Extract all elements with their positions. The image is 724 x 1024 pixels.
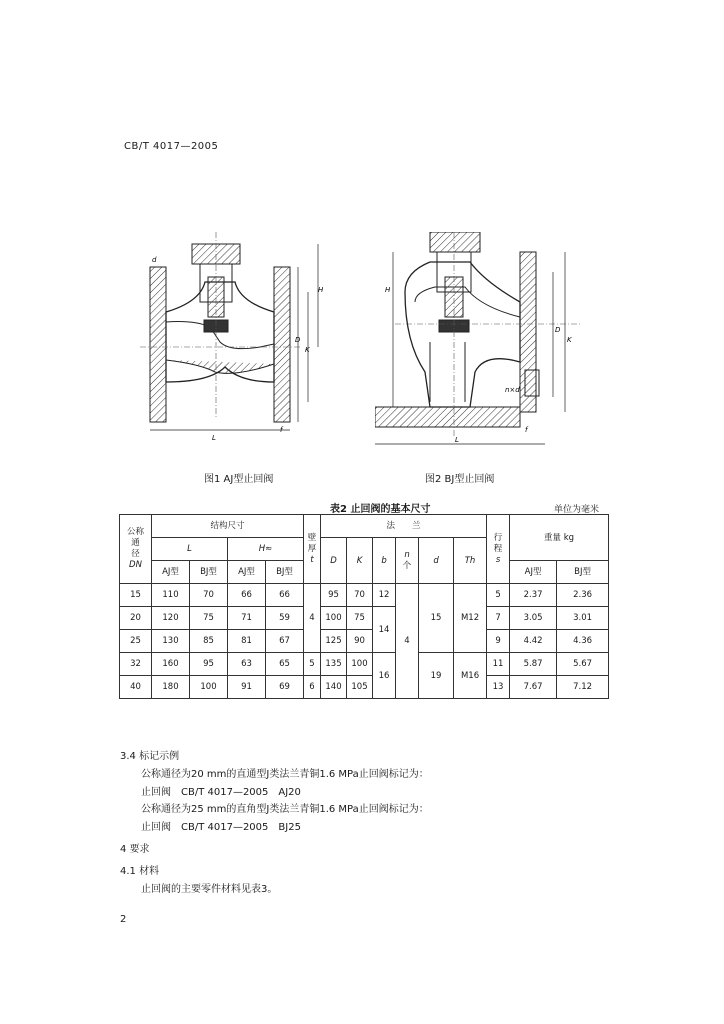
- figure-2-caption: 图2 BJ型止回阀: [425, 474, 495, 485]
- cell-L-bj: 85: [190, 630, 228, 653]
- cell-b: 12: [373, 584, 396, 607]
- header-stroke-1: 行: [493, 532, 503, 543]
- table-row: [120, 607, 609, 630]
- cell-D: 100: [321, 607, 347, 630]
- cell-stroke: 7: [487, 607, 510, 630]
- cell-D: 125: [321, 630, 347, 653]
- fig1-dim-d2: K: [305, 346, 310, 354]
- header-flange: 法 兰: [321, 515, 487, 538]
- cell-weight-aj: 7.67: [510, 676, 557, 699]
- cell-th: M16: [454, 653, 487, 699]
- header-weight: 重量 kg: [510, 515, 609, 561]
- cell-weight-aj: 3.05: [510, 607, 557, 630]
- cell-n: 4: [396, 584, 419, 699]
- cell-H-bj: 69: [266, 676, 304, 699]
- cell-L-aj: 130: [152, 630, 190, 653]
- table-title: 表2 止回阀的基本尺寸: [330, 504, 431, 515]
- section-4-title: 4 要求: [120, 844, 150, 855]
- cell-weight-bj: 3.01: [557, 607, 609, 630]
- cell-L-bj: 75: [190, 607, 228, 630]
- cell-dn: 40: [120, 676, 152, 699]
- header-H-aj: AJ型: [228, 561, 266, 584]
- fig2-dim-bottom: f: [525, 426, 528, 434]
- cell-L-aj: 180: [152, 676, 190, 699]
- header-thickness: [304, 515, 321, 584]
- cell-stroke: 9: [487, 630, 510, 653]
- cell-L-aj: 160: [152, 653, 190, 676]
- cell-D: 140: [321, 676, 347, 699]
- figure-1-caption: 图1 AJ型止回阀: [204, 474, 274, 485]
- table-unit: 单位为毫米: [554, 505, 600, 515]
- section-4-1-line1: 止回阀的主要零件材料见表3。: [141, 884, 278, 895]
- cell-weight-bj: 2.36: [557, 584, 609, 607]
- fig1-height-label: H: [318, 286, 324, 294]
- header-thickness-3: t: [310, 554, 314, 565]
- header-thickness-1: 壁: [307, 532, 317, 543]
- dimensions-table: [119, 514, 609, 699]
- cell-stroke: 11: [487, 653, 510, 676]
- cell-K: 75: [347, 607, 373, 630]
- cell-weight-aj: 5.87: [510, 653, 557, 676]
- cell-H-bj: 59: [266, 607, 304, 630]
- header-dn-symbol: DN: [129, 560, 142, 570]
- page-number: 2: [120, 914, 127, 925]
- table-row: [120, 653, 609, 676]
- header-n-1: n: [404, 549, 410, 560]
- figure-1-aj-valve-drawing: [140, 232, 350, 442]
- cell-H-bj: 65: [266, 653, 304, 676]
- cell-H-bj: 66: [266, 584, 304, 607]
- header-b: b: [381, 555, 387, 566]
- section-3-4-title: 3.4 标记示例: [120, 751, 180, 762]
- fig2-height-label: H: [385, 286, 391, 294]
- cell-weight-bj: 7.12: [557, 676, 609, 699]
- cell-b: 14: [373, 607, 396, 653]
- cell-dn: 32: [120, 653, 152, 676]
- cell-H-aj: 66: [228, 584, 266, 607]
- header-thickness-2: 厚: [307, 543, 317, 554]
- cell-K: 100: [347, 653, 373, 676]
- fig1-dim-d3: d: [152, 256, 157, 264]
- header-n-2: 个: [402, 560, 412, 571]
- standard-code: CB/T 4017—2005: [124, 141, 219, 152]
- header-H: H≈: [258, 544, 273, 554]
- header-weight-bj: BJ型: [557, 561, 609, 584]
- fig1-length-label: L: [212, 434, 216, 442]
- cell-H-aj: 71: [228, 607, 266, 630]
- cell-dn: 25: [120, 630, 152, 653]
- header-dn-top: 公称: [126, 527, 144, 537]
- fig1-dim-d1: D: [295, 336, 301, 344]
- cell-H-aj: 81: [228, 630, 266, 653]
- figure-2-bj-valve-drawing: [375, 232, 590, 452]
- header-d: d: [433, 555, 439, 566]
- section-3-4-line3: 公称通径为25 mm的直角型J类法兰青铜1.6 MPa止回阀标记为：: [141, 804, 429, 815]
- header-L-bj: BJ型: [190, 561, 228, 584]
- fig2-dim-d1: D: [555, 326, 561, 334]
- cell-L-aj: 110: [152, 584, 190, 607]
- cell-thickness: 5: [304, 653, 321, 676]
- header-stroke-3: s: [495, 554, 501, 565]
- header-weight-aj: AJ型: [510, 561, 557, 584]
- header-dn-low: 径: [131, 549, 140, 559]
- cell-b: 16: [373, 653, 396, 699]
- cell-d: 19: [419, 653, 454, 699]
- header-dn: [120, 515, 152, 584]
- cell-weight-bj: 4.36: [557, 630, 609, 653]
- cell-dn: 15: [120, 584, 152, 607]
- section-4-1-title: 4.1 材料: [120, 866, 160, 877]
- header-dn-mid: 通: [131, 538, 140, 548]
- table-row: [120, 676, 609, 699]
- header-H-bj: BJ型: [266, 561, 304, 584]
- cell-dn: 20: [120, 607, 152, 630]
- cell-D: 95: [321, 584, 347, 607]
- fig2-dim-n: n×d: [505, 386, 520, 394]
- header-D: D: [330, 555, 337, 566]
- cell-th: M12: [454, 584, 487, 653]
- header-K: K: [356, 555, 363, 566]
- section-3-4-line2: 止回阀 CB/T 4017—2005 AJ20: [141, 787, 301, 798]
- header-stroke-2: 程: [493, 543, 503, 554]
- cell-H-aj: 91: [228, 676, 266, 699]
- header-L-aj: AJ型: [152, 561, 190, 584]
- header-stroke: [487, 515, 510, 584]
- cell-d: 15: [419, 584, 454, 653]
- header-Th: Th: [464, 555, 476, 566]
- table-row: [120, 584, 609, 607]
- cell-L-bj: 70: [190, 584, 228, 607]
- cell-K: 90: [347, 630, 373, 653]
- cell-weight-aj: 4.42: [510, 630, 557, 653]
- cell-stroke: 5: [487, 584, 510, 607]
- header-struct: 结构尺寸: [152, 515, 304, 538]
- cell-weight-bj: 5.67: [557, 653, 609, 676]
- fig2-dim-d2: K: [567, 336, 572, 344]
- section-3-4-line1: 公称通径为20 mm的直通型J类法兰青铜1.6 MPa止回阀标记为：: [141, 769, 429, 780]
- cell-L-aj: 120: [152, 607, 190, 630]
- section-3-4-line4: 止回阀 CB/T 4017—2005 BJ25: [141, 822, 301, 833]
- cell-thickness: 4: [304, 584, 321, 653]
- cell-L-bj: 95: [190, 653, 228, 676]
- cell-D: 135: [321, 653, 347, 676]
- cell-stroke: 13: [487, 676, 510, 699]
- cell-K: 105: [347, 676, 373, 699]
- header-n: [396, 538, 419, 584]
- cell-K: 70: [347, 584, 373, 607]
- cell-H-aj: 63: [228, 653, 266, 676]
- header-L: L: [187, 544, 192, 554]
- cell-weight-aj: 2.37: [510, 584, 557, 607]
- cell-thickness: 6: [304, 676, 321, 699]
- fig2-length-label: L: [455, 436, 459, 444]
- table-row: [120, 630, 609, 653]
- cell-L-bj: 100: [190, 676, 228, 699]
- fig1-dim-bottom: f: [280, 426, 283, 434]
- cell-H-bj: 67: [266, 630, 304, 653]
